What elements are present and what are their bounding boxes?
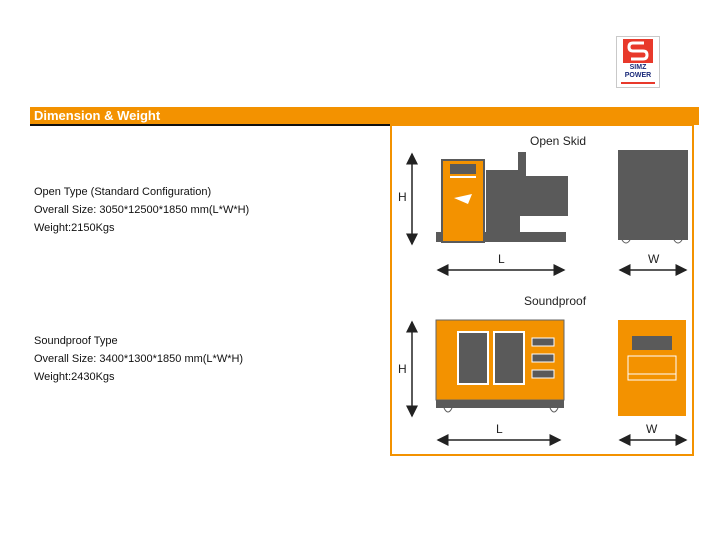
soundproof-type-label: Soundproof Type: [34, 335, 118, 347]
open-type-size: Overall Size: 3050*12500*1850 mm(L*W*H): [34, 204, 250, 216]
soundproof-height-label: H: [398, 362, 407, 376]
open-length-label: L: [498, 252, 505, 266]
soundproof-width-label: W: [646, 422, 658, 436]
logo-text-power: POWER: [624, 72, 652, 79]
dimension-drawing: [392, 126, 696, 458]
section-title: Dimension & Weight: [34, 108, 161, 123]
logo-underline: [621, 82, 655, 84]
soundproof-end-view: [618, 320, 686, 416]
open-skid-side-view: [436, 152, 568, 242]
soundproof-side-view: [436, 320, 564, 412]
soundproof-length-label: L: [496, 422, 503, 436]
open-height-label: H: [398, 190, 407, 204]
open-type-label: Open Type (Standard Configuration): [34, 186, 212, 198]
company-logo: [616, 36, 660, 88]
soundproof-type-spec: [34, 332, 243, 386]
soundproof-label: Soundproof: [524, 294, 587, 308]
open-type-spec: [34, 183, 249, 237]
section-header-bar: [30, 107, 699, 125]
soundproof-type-size: Overall Size: 3400*1300*1850 mm(L*W*H): [34, 353, 244, 365]
logo-mark-icon: [623, 39, 653, 63]
soundproof-type-weight: Weight:2430Kgs: [34, 371, 115, 383]
open-width-label: W: [648, 252, 660, 266]
logo-text-simz: SIMZ: [629, 64, 647, 71]
dimension-diagram: [390, 124, 694, 456]
section-divider: [30, 124, 392, 126]
open-type-weight: Weight:2150Kgs: [34, 222, 115, 234]
open-skid-label: Open Skid: [530, 134, 587, 148]
open-skid-end-view: [618, 150, 688, 243]
